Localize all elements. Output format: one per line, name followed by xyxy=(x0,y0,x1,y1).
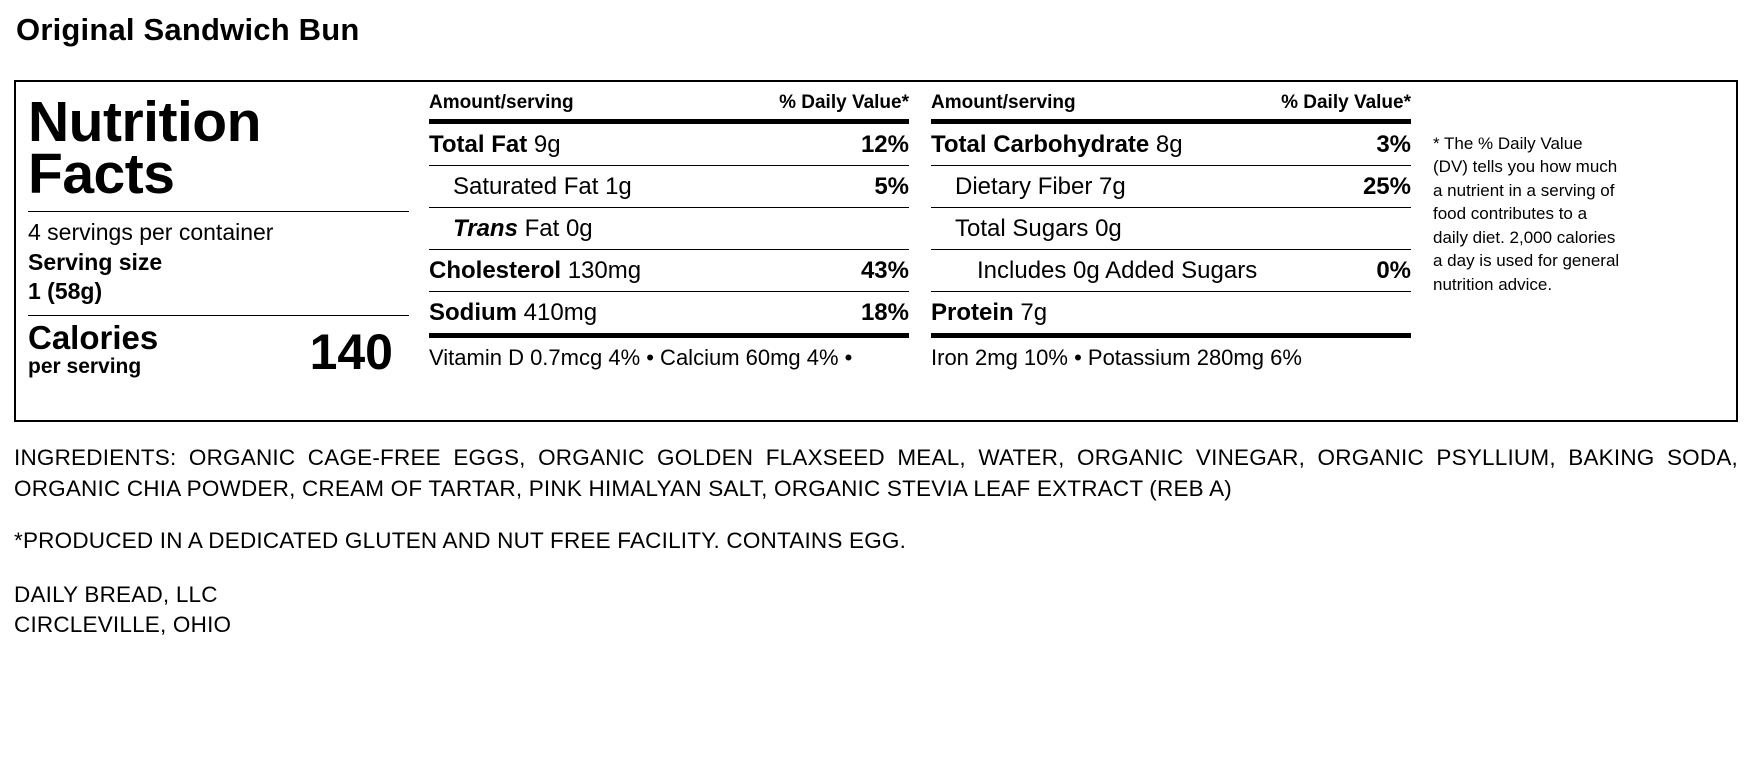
nutrient-name: Saturated Fat 1g xyxy=(453,173,632,200)
micronutrients-right: Iron 2mg 10% • Potassium 280mg 6% xyxy=(931,345,1302,370)
column-header-left xyxy=(429,92,909,119)
nutrient-row xyxy=(429,250,909,291)
facility-statement: *PRODUCED IN A DEDICATED GLUTEN AND NUT FREE FACILITY. CONTAINS EGG. xyxy=(14,528,907,554)
nutrient-name: Total Sugars 0g xyxy=(955,215,1122,242)
nutrient-name: Sodium 410mg xyxy=(429,299,598,326)
nutrition-heading-line1: Nutrition xyxy=(28,90,261,154)
serving-size-value: 1 (58g) xyxy=(28,277,103,304)
nutrient-row xyxy=(931,250,1411,291)
nutrient-name: Protein 7g xyxy=(931,299,1048,326)
nutrient-row xyxy=(429,124,909,165)
company-info xyxy=(14,580,1738,641)
calories-row xyxy=(28,319,409,381)
servings-per-container: 4 servings per container xyxy=(28,218,274,245)
nutrient-dv: 5% xyxy=(874,173,909,200)
company-name: DAILY BREAD, LLC xyxy=(14,582,218,608)
nutrient-column-right xyxy=(925,92,1417,412)
calories-value: 140 xyxy=(309,324,393,381)
nutrition-facts-heading xyxy=(28,90,409,207)
nutrient-row xyxy=(429,166,909,207)
nutrition-label-page xyxy=(0,12,1752,772)
nutrient-name: Total Carbohydrate 8g xyxy=(931,131,1183,158)
nutrient-dv: 25% xyxy=(1362,173,1411,200)
daily-value-footnote: * The % Daily Value (DV) tells you how much a nutrient in a serving of food contributes to a daily diet. 2,000 calories a day is used for general nutrition advice. xyxy=(1433,134,1620,294)
nutrient-dv: 3% xyxy=(1376,131,1411,158)
nutrient-dv: 43% xyxy=(860,257,909,284)
nutrient-row xyxy=(429,208,909,249)
nutrition-facts-panel xyxy=(14,80,1738,422)
nutrient-dv: 12% xyxy=(860,131,909,158)
nutrition-summary-column xyxy=(28,92,423,412)
amount-per-serving-header: Amount/serving xyxy=(931,92,1076,113)
nutrient-name: Dietary Fiber 7g xyxy=(955,173,1126,200)
serving-size xyxy=(28,248,409,306)
daily-value-header: % Daily Value* xyxy=(779,92,909,113)
calories-label-main: Calories xyxy=(28,319,159,357)
nutrient-dv: 0% xyxy=(1376,257,1411,284)
page-title: Original Sandwich Bun xyxy=(16,12,360,47)
calories-label-sub: per serving xyxy=(28,355,142,379)
nutrient-name: Total Fat 9g xyxy=(429,131,561,158)
nutrient-row xyxy=(931,166,1411,207)
daily-value-header: % Daily Value* xyxy=(1281,92,1411,113)
nutrient-row xyxy=(931,292,1411,333)
calories-label xyxy=(28,321,158,377)
nutrient-row xyxy=(429,292,909,333)
amount-per-serving-header: Amount/serving xyxy=(429,92,574,113)
serving-size-label: Serving size xyxy=(28,248,163,275)
column-header-right xyxy=(931,92,1411,119)
nutrition-heading-line2: Facts xyxy=(28,142,175,207)
nutrient-row xyxy=(931,124,1411,165)
divider-above-calories xyxy=(28,315,409,316)
ingredients-text: INGREDIENTS: ORGANIC CAGE-FREE EGGS, ORGANIC GOLDEN FLAXSEED MEAL, WATER, ORGANIC VINEGAR, ORGANIC PSYLLIUM, BAKING SODA, ORGANIC CHIA POWDER, CREAM OF TARTAR, PINK HIMALYAN SALT, ORGANIC STEVIA LEAF EXTRACT (REB A) xyxy=(14,445,1738,502)
nutrient-dv: 18% xyxy=(860,299,909,326)
divider-under-heading xyxy=(28,211,409,212)
nutrient-name: Cholesterol 130mg xyxy=(429,257,642,284)
nutrient-name: Trans Fat 0g xyxy=(453,215,593,242)
company-location: CIRCLEVILLE, OHIO xyxy=(14,612,232,638)
micronutrients-left: Vitamin D 0.7mcg 4% • Calcium 60mg 4% • xyxy=(429,345,853,370)
nutrient-name: Includes 0g Added Sugars xyxy=(977,257,1258,284)
nutrient-row xyxy=(931,208,1411,249)
nutrient-column-left xyxy=(423,92,915,412)
